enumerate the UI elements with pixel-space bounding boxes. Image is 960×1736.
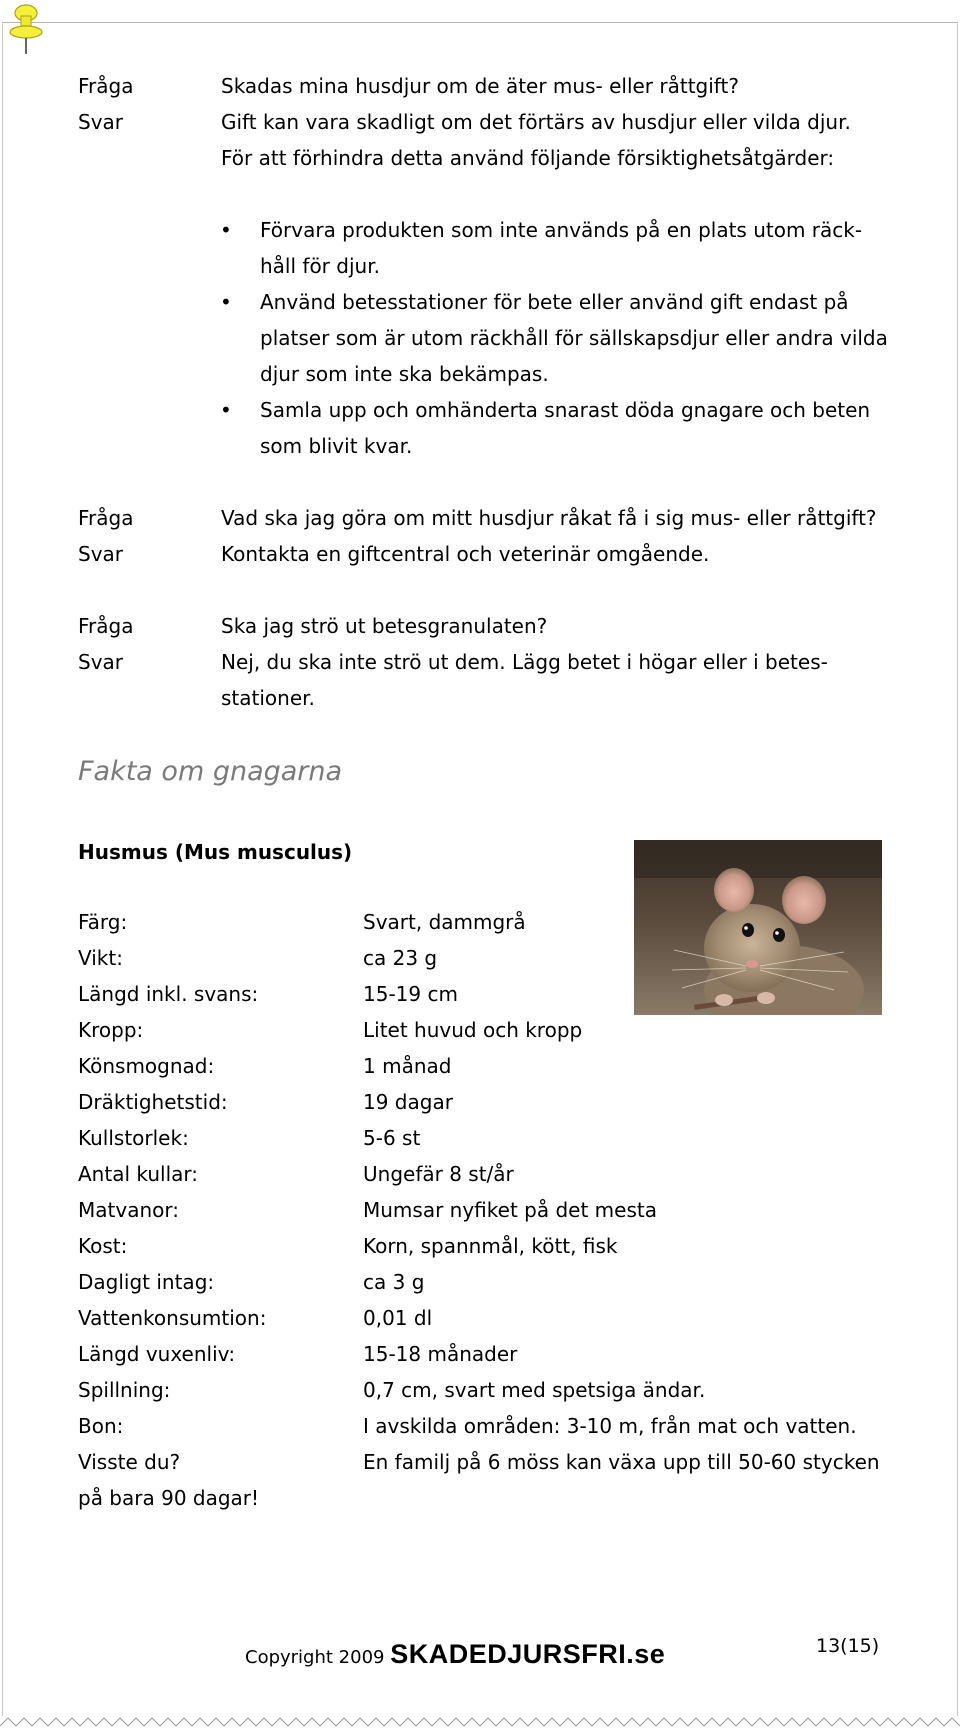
copyright-text: Copyright 2009 bbox=[245, 1647, 385, 1668]
fact-value: ca 23 g bbox=[363, 946, 438, 970]
answer-line: Kontakta en giftcentral och veterinär omgående. bbox=[221, 542, 710, 566]
fact-label: Kropp: bbox=[78, 1018, 144, 1042]
fact-label: Dagligt intag: bbox=[78, 1270, 215, 1294]
section-title: Fakta om gnagarna bbox=[78, 756, 343, 787]
answer-line: För att förhindra detta använd följande försiktighetsåtgärder: bbox=[221, 146, 835, 170]
fact-value: 15-18 månader bbox=[363, 1342, 518, 1366]
bullet-line: Använd betesstationer för bete eller använd gift endast på bbox=[260, 290, 849, 314]
fact-label: Spillning: bbox=[78, 1378, 171, 1402]
answer-label: Svar bbox=[78, 650, 124, 674]
fact-value: 0,01 dl bbox=[363, 1306, 433, 1330]
torn-edge-border bbox=[0, 1714, 960, 1736]
answer-label: Svar bbox=[78, 110, 124, 134]
fact-label: Längd inkl. svans: bbox=[78, 982, 259, 1006]
fact-value: Mumsar nyfiket på det mesta bbox=[363, 1198, 657, 1222]
fact-value: Ungefär 8 st/år bbox=[363, 1162, 514, 1186]
fact-value: 5-6 st bbox=[363, 1126, 421, 1150]
answer-line: stationer. bbox=[221, 686, 315, 710]
footer-copyright bbox=[245, 1636, 665, 1676]
species-title: Husmus (Mus musculus) bbox=[78, 840, 353, 864]
question-text: Ska jag strö ut betesgranulaten? bbox=[221, 614, 548, 638]
fact-label: Visste du? bbox=[78, 1450, 181, 1474]
fact-label: Längd vuxenliv: bbox=[78, 1342, 236, 1366]
bullet-line: Förvara produkten som inte används på en plats utom räck- bbox=[260, 218, 863, 242]
bullet-line: Samla upp och omhänderta snarast döda gnagare och beten bbox=[260, 398, 871, 422]
bullet-line: som blivit kvar. bbox=[260, 434, 413, 458]
question-label: Fråga bbox=[78, 614, 134, 638]
fact-value: Svart, dammgrå bbox=[363, 910, 526, 934]
page-frame-right bbox=[957, 22, 958, 1716]
fact-label: Matvanor: bbox=[78, 1198, 179, 1222]
question-text: Vad ska jag göra om mitt husdjur råkat få i sig mus- eller råttgift? bbox=[221, 506, 877, 530]
bullet-line: håll för djur. bbox=[260, 254, 380, 278]
question-label: Fråga bbox=[78, 74, 134, 98]
fact-value: 15-19 cm bbox=[363, 982, 458, 1006]
fact-label: Kost: bbox=[78, 1234, 128, 1258]
brand-logo-text: SKADEDJURSFRI.se bbox=[390, 1639, 666, 1669]
bullet-line: djur som inte ska bekämpas. bbox=[260, 362, 549, 386]
page-frame-left bbox=[2, 22, 3, 1716]
fact-value: I avskilda områden: 3-10 m, från mat och vatten. bbox=[363, 1414, 857, 1438]
fact-value: 1 månad bbox=[363, 1054, 452, 1078]
bullet-icon: • bbox=[220, 398, 232, 422]
fact-value: ca 3 g bbox=[363, 1270, 425, 1294]
answer-line: Nej, du ska inte strö ut dem. Lägg betet i högar eller i betes- bbox=[221, 650, 828, 674]
fact-value: Litet huvud och kropp bbox=[363, 1018, 583, 1042]
fact-value: 0,7 cm, svart med spetsiga ändar. bbox=[363, 1378, 706, 1402]
bullet-icon: • bbox=[220, 218, 232, 242]
fact-value: Korn, spannmål, kött, fisk bbox=[363, 1234, 618, 1258]
fact-label: Vikt: bbox=[78, 946, 123, 970]
fact-continuation: på bara 90 dagar! bbox=[78, 1486, 260, 1510]
answer-line: Gift kan vara skadligt om det förtärs av husdjur eller vilda djur. bbox=[221, 110, 851, 134]
fact-value: En familj på 6 möss kan växa upp till 50-60 stycken bbox=[363, 1450, 880, 1474]
fact-label: Antal kullar: bbox=[78, 1162, 198, 1186]
fact-label: Bon: bbox=[78, 1414, 124, 1438]
fact-label: Färg: bbox=[78, 910, 128, 934]
bullet-line: platser som är utom räckhåll för sällskapsdjur eller andra vilda bbox=[260, 326, 888, 350]
fact-label: Dräktighetstid: bbox=[78, 1090, 228, 1114]
question-text: Skadas mina husdjur om de äter mus- eller råttgift? bbox=[221, 74, 739, 98]
fact-label: Kullstorlek: bbox=[78, 1126, 189, 1150]
page-frame-top bbox=[2, 22, 958, 23]
answer-label: Svar bbox=[78, 542, 124, 566]
page-number: 13(15) bbox=[816, 1635, 880, 1657]
fact-label: Vattenkonsumtion: bbox=[78, 1306, 267, 1330]
fact-value: 19 dagar bbox=[363, 1090, 453, 1114]
fact-label: Könsmognad: bbox=[78, 1054, 215, 1078]
question-label: Fråga bbox=[78, 506, 134, 530]
pushpin-icon bbox=[6, 2, 46, 56]
house-mouse-photo bbox=[634, 840, 882, 1015]
bullet-icon: • bbox=[220, 290, 232, 314]
